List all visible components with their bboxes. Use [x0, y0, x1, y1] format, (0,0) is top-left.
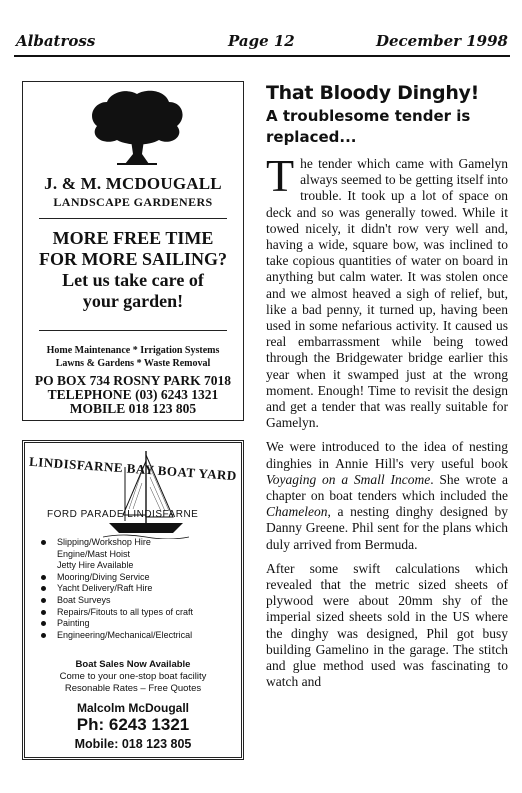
- contact-name: Malcolm McDougall: [76, 701, 189, 715]
- boat-yard-ad: [22, 440, 244, 760]
- article-paragraph: After some swift calculations which revealed that the metric sized sheets of plywood were about 20mm shy of the imperial sized sheets sold in the US where the dinghy was designed, Phil got busy building Gamelino in the garage. The stitch and glue method used was fascinating to watch and: [266, 560, 508, 690]
- mobile-number: Mobile: 018 123 805: [74, 737, 192, 751]
- header-divider: [14, 55, 510, 57]
- divider: [39, 218, 227, 219]
- list-item: Jetty Hire Available: [57, 560, 134, 571]
- slogan-line: FOR MORE SAILING?: [38, 249, 227, 269]
- business-name: J. & M. MCDOUGALL: [44, 174, 222, 193]
- bullet-icon: [41, 575, 46, 580]
- list-item: Engine/Mast Hoist: [57, 548, 131, 559]
- bullet-icon: [41, 540, 46, 545]
- footer-line: Resonable Rates – Free Quotes: [64, 683, 202, 694]
- phone-number: Ph: 6243 1321: [76, 715, 190, 734]
- list-item: Painting: [39, 618, 193, 630]
- footer-line: Come to your one-stop boat facility: [59, 671, 207, 682]
- article: [266, 82, 508, 699]
- drop-cap: T: [266, 150, 295, 201]
- telephone: TELEPHONE (03) 6243 1321: [47, 387, 219, 402]
- boat-yard-footer: [25, 659, 241, 695]
- slogan-line: Let us take care of: [62, 270, 204, 290]
- postal-address: PO BOX 734 ROSNY PARK 7018: [34, 373, 232, 388]
- slogan-line: your garden!: [82, 291, 184, 311]
- page-header: [14, 28, 508, 54]
- boat-yard-services: [39, 537, 193, 641]
- book-title: Voyaging on a Small Income: [266, 471, 431, 487]
- boat-yard-name: LINDISFARNE BAY BOAT YARD: [28, 453, 238, 484]
- issue-date: December 1998: [375, 32, 508, 50]
- business-subtitle: LANDSCAPE GARDENERS: [53, 195, 213, 209]
- bullet-icon: [41, 610, 46, 615]
- list-item: Engineering/Mechanical/Electrical: [39, 630, 193, 642]
- article-subtitle: A troublesome tender is replaced...: [266, 107, 471, 146]
- bullet-icon: [41, 621, 46, 626]
- slogan-line: MORE FREE TIME: [52, 228, 214, 248]
- list-item: Mooring/Diving Service: [39, 572, 193, 584]
- boat-yard-address: FORD PARADE LINDISFARNE: [47, 509, 199, 520]
- page-number: Page 12: [228, 32, 295, 50]
- landscape-gardeners-ad: [22, 81, 244, 421]
- tree-icon: [87, 88, 187, 166]
- list-item: Yacht Delivery/Raft Hire: [39, 583, 193, 595]
- article-title: That Bloody Dinghy!: [266, 82, 479, 104]
- article-paragraph: The tender which came with Gamelyn always seemed to be getting itself into trouble. It took up a lot of space on deck and so was generally towed. While it towed nicely, it didn't row very well and, having a wide, square bow, was inclined to take copious quantities of water on board in anything but calm water. It was stolen once and we almost heaved a sigh of relief, but, like a bad penny, it turned up, having been used in some nefarious activity. It caused us real embarrassment while being towed through the Bridgewater bridge earlier this year when it swamped just at the wrong moment. Enough! Time to revisit the design and get a tender that was really suitable for Gamelyn.: [266, 150, 508, 431]
- bullet-icon: [41, 586, 46, 591]
- bullet-icon: [41, 598, 46, 603]
- footer-line: Boat Sales Now Available: [75, 659, 191, 670]
- services-list: [23, 344, 243, 370]
- bullet-icon: [41, 633, 46, 638]
- list-item: Repairs/Fitouts to all types of craft: [39, 607, 193, 619]
- service-line: Lawns & Gardens * Waste Removal: [55, 358, 211, 369]
- newsletter-title: Albatross: [16, 32, 96, 50]
- mobile: MOBILE 018 123 805: [69, 401, 197, 416]
- contact-details: [23, 374, 243, 416]
- divider: [39, 330, 227, 331]
- article-paragraph: We were introduced to the idea of nesting dinghies in Annie Hill's very useful book Voyaging on a Small Income. She wrote a chapter on boat tenders which included the Chameleon, a nesting dinghy designed by Danny Greene. Phil sent for the plans which duly arrived from Bermuda.: [266, 439, 508, 552]
- list-item: Boat Surveys: [39, 595, 193, 607]
- list-item: Slipping/Workshop Hire: [39, 537, 193, 549]
- ad-slogan: [23, 228, 243, 312]
- dinghy-name: Chameleon: [266, 504, 328, 520]
- service-line: Home Maintenance * Irrigation Systems: [46, 345, 220, 356]
